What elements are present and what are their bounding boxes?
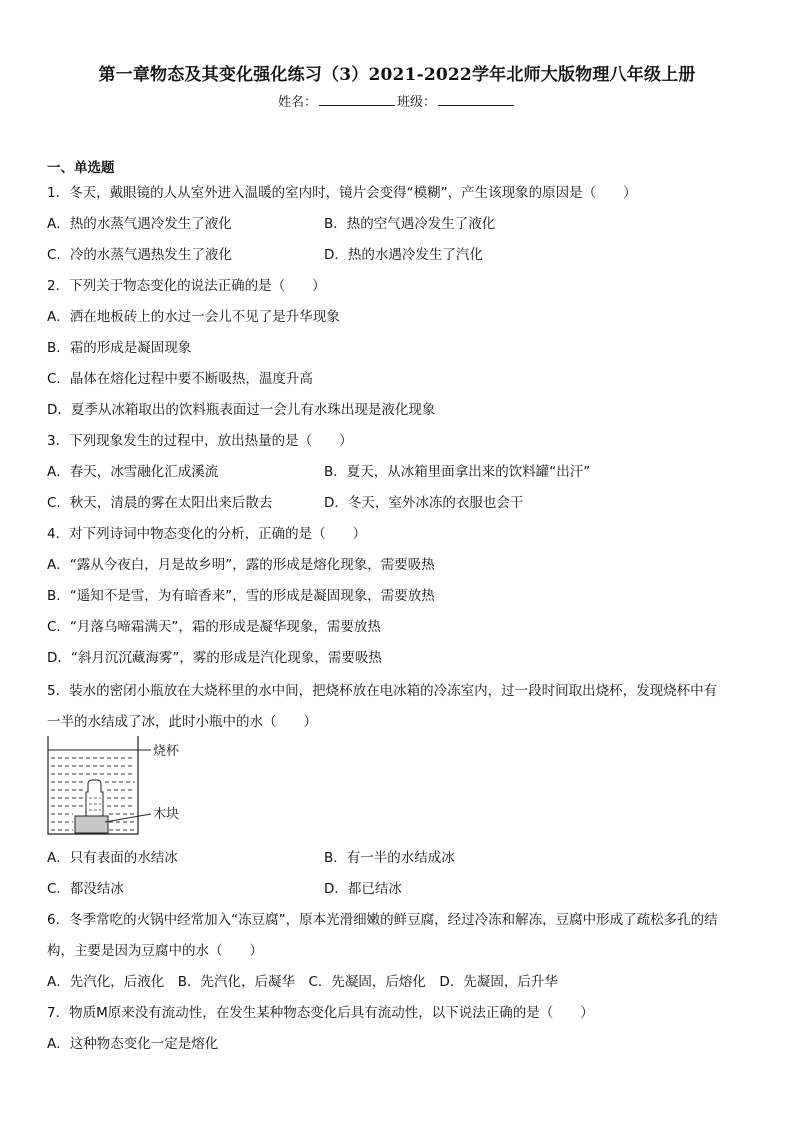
question-4-option-c: C．“月落乌啼霜满天”，霜的形成是凝华现象，需要放热 — [47, 619, 381, 635]
name-blank — [319, 93, 395, 106]
question-2-option-b: B．霜的形成是凝固现象 — [47, 340, 192, 356]
question-1-option-c: C．冷的水蒸气遇热发生了液化 — [47, 247, 232, 263]
question-5-stem-line-1: 5．装水的密闭小瓶放在大烧杯里的水中间，把烧杯放在电冰箱的冷冻室内，过一段时间取出烧杯，发现烧杯中有 — [47, 683, 718, 699]
question-4-stem: 4．对下列诗词中物态变化的分析，正确的是（ ） — [47, 526, 367, 542]
question-2-option-c: C．晶体在熔化过程中要不断吸热，温度升高 — [47, 371, 313, 387]
question-5-stem-line-2: 一半的水结成了冰，此时小瓶中的水（ ） — [47, 714, 317, 730]
question-4-option-d: D．“斜月沉沉藏海雾”，雾的形成是汽化现象，需要吸热 — [47, 650, 382, 666]
question-5-option-d: D．都已结冰 — [324, 881, 402, 897]
section-title: 一、单选题 — [47, 160, 115, 176]
question-5-option-c: C．都没结冰 — [47, 881, 124, 897]
question-6-stem-line-1: 6．冬季常吃的火锅中经常加入“冻豆腐”，原本光滑细嫩的鲜豆腐，经过冷冻和解冻，豆腐中形成了疏松多孔的结 — [47, 912, 718, 928]
name-label: 姓名： — [277, 95, 317, 110]
question-5-figure — [47, 734, 207, 838]
question-2-option-a: A．洒在地板砖上的水过一会儿不见了是升华现象 — [47, 309, 340, 325]
question-3-option-a: A．春天，冰雪融化汇成溪流 — [47, 464, 219, 480]
wood-label: 木块 — [153, 806, 180, 821]
question-4-option-a: A．“露从今夜白，月是故乡明”，露的形成是熔化现象，需要吸热 — [47, 557, 435, 573]
question-3-option-d: D．冬天，室外冰冻的衣服也会干 — [324, 495, 524, 511]
question-7-stem: 7．物质M原来没有流动性，在发生某种物态变化后具有流动性，以下说法正确的是（ ） — [47, 1005, 594, 1021]
question-3-option-b: B．夏天，从冰箱里面拿出来的饮料罐“出汗” — [324, 464, 591, 480]
question-2-option-d: D．夏季从冰箱取出的饮料瓶表面过一会儿有水珠出现是液化现象 — [47, 402, 436, 418]
beaker-diagram — [47, 734, 207, 838]
wood-block — [75, 816, 108, 833]
question-1-option-b: B．热的空气遇冷发生了液化 — [324, 216, 496, 232]
question-6-options: A．先汽化，后液化 B．先汽化，后凝华 C．先凝固，后熔化 D．先凝固，后升华 — [47, 974, 558, 990]
beaker-label: 烧杯 — [153, 743, 180, 758]
question-1-option-a: A．热的水蒸气遇冷发生了液化 — [47, 216, 232, 232]
class-blank — [438, 93, 514, 106]
name-class-row — [0, 91, 794, 110]
question-3-option-c: C．秋天，清晨的雾在太阳出来后散去 — [47, 495, 273, 511]
question-3-stem: 3．下列现象发生的过程中，放出热量的是（ ） — [47, 433, 353, 449]
class-label: 班级： — [397, 95, 437, 110]
question-5-option-b: B．有一半的水结成冰 — [324, 850, 455, 866]
wood-leader-line — [105, 814, 151, 822]
question-1-stem: 1．冬天，戴眼镜的人从室外进入温暖的室内时，镜片会变得“模糊”，产生该现象的原因是（ ） — [47, 185, 637, 201]
question-4-option-b: B．“遥知不是雪，为有暗香来”，雪的形成是凝固现象，需要放热 — [47, 588, 435, 604]
question-7-option-a: A．这种物态变化一定是熔化 — [47, 1036, 219, 1052]
page-title: 第一章物态及其变化强化练习（3）2021-2022学年北师大版物理八年级上册 — [98, 65, 696, 85]
question-5-option-a: A．只有表面的水结冰 — [47, 850, 178, 866]
question-6-stem-line-2: 构，主要是因为豆腐中的水（ ） — [47, 943, 263, 959]
question-2-stem: 2．下列关于物态变化的说法正确的是（ ） — [47, 278, 326, 294]
question-1-option-d: D．热的水遇冷发生了汽化 — [324, 247, 483, 263]
